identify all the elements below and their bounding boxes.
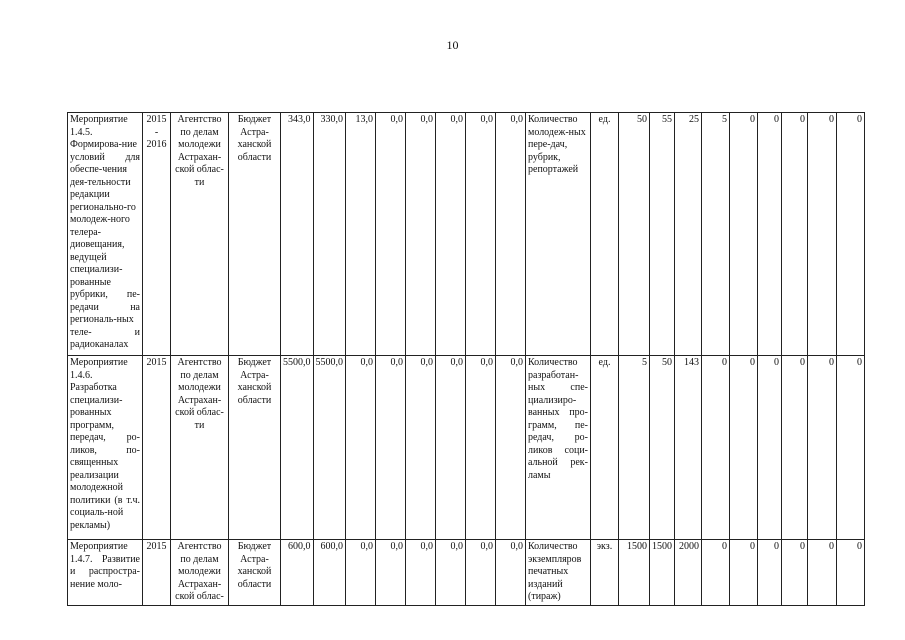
value-cell: 0,0 <box>406 356 436 540</box>
activity-cell: Мероприятие 1.4.7. Развитие и распростра-нение моло- <box>68 540 143 606</box>
indicator-value-cell: 55 <box>650 113 675 356</box>
funding-source-cell: Бюджет Астра-ханской области <box>229 540 281 606</box>
indicator-cell: Количество разработан-ных спе-циализиро-ванных про-грамм, пе-редач, ро-ликов соци-альной рек-ламы <box>526 356 591 540</box>
indicator-value-cell: 1500 <box>619 540 650 606</box>
value-cell: 0,0 <box>346 356 376 540</box>
value-cell: 0,0 <box>436 540 466 606</box>
executor-cell: Агентство по делам молодежи Астрахан-ской облас-ти <box>171 356 229 540</box>
period-cell: 2015 <box>143 540 171 606</box>
value-cell: 0,0 <box>466 540 496 606</box>
page-number: 10 <box>446 38 459 52</box>
indicator-value-cell: 0 <box>837 540 865 606</box>
funding-source-cell: Бюджет Астра-ханской области <box>229 356 281 540</box>
indicator-cell: Количество молодеж-ных пере-дач, рубрик, репортажей <box>526 113 591 356</box>
indicator-value-cell: 0 <box>730 540 758 606</box>
activity-cell: Мероприятие 1.4.5. Формирова-ние условий для обеспе-чения дея-тельности редакции регионально-го молодеж-ного телера-диовещания, ведущей специализи-рованные рубрики, пе-редачи на региональ-ных теле- и радиоканалах <box>68 113 143 356</box>
indicator-value-cell: 0 <box>782 540 808 606</box>
value-cell: 0,0 <box>466 113 496 356</box>
value-cell: 0,0 <box>496 540 526 606</box>
value-cell: 5500,0 <box>313 356 346 540</box>
indicator-value-cell: 0 <box>702 540 730 606</box>
value-cell: 0,0 <box>406 540 436 606</box>
indicator-value-cell: 50 <box>650 356 675 540</box>
value-cell: 0,0 <box>436 356 466 540</box>
value-cell: 0,0 <box>376 540 406 606</box>
value-cell: 0,0 <box>346 540 376 606</box>
indicator-value-cell: 1500 <box>650 540 675 606</box>
value-cell: 0,0 <box>406 113 436 356</box>
indicator-value-cell: 143 <box>675 356 702 540</box>
indicator-value-cell: 0 <box>758 540 782 606</box>
unit-cell: экз. <box>591 540 619 606</box>
total-cell: 343,0 <box>281 113 314 356</box>
value-cell: 13,0 <box>346 113 376 356</box>
table-row <box>68 356 865 540</box>
indicator-value-cell: 2000 <box>675 540 702 606</box>
table-row <box>68 113 865 356</box>
value-cell: 0,0 <box>376 356 406 540</box>
total-cell: 600,0 <box>281 540 314 606</box>
period-cell: 2015 - 2016 <box>143 113 171 356</box>
indicator-value-cell: 0 <box>730 356 758 540</box>
value-cell: 0,0 <box>496 113 526 356</box>
indicator-value-cell: 0 <box>730 113 758 356</box>
value-cell: 0,0 <box>496 356 526 540</box>
activity-cell: Мероприятие 1.4.6. Разработка специализи-рованных программ, передач, ро-ликов, по-священных реализации молодежной политики (в т.ч. социаль-ной рекламы) <box>68 356 143 540</box>
indicator-value-cell: 0 <box>758 356 782 540</box>
value-cell: 600,0 <box>313 540 346 606</box>
funding-source-cell: Бюджет Астра-ханской области <box>229 113 281 356</box>
indicator-value-cell: 0 <box>702 356 730 540</box>
unit-cell: ед. <box>591 113 619 356</box>
total-cell: 5500,0 <box>281 356 314 540</box>
indicator-value-cell: 0 <box>758 113 782 356</box>
indicator-value-cell: 0 <box>837 356 865 540</box>
indicator-value-cell: 50 <box>619 113 650 356</box>
value-cell: 0,0 <box>376 113 406 356</box>
indicator-value-cell: 5 <box>619 356 650 540</box>
indicator-value-cell: 0 <box>837 113 865 356</box>
indicator-value-cell: 0 <box>782 356 808 540</box>
table-row <box>68 540 865 606</box>
executor-cell: Агентство по делам молодежи Астрахан-ской облас- <box>171 540 229 606</box>
indicator-value-cell: 0 <box>808 113 837 356</box>
indicator-cell: Количество экземпляров печатных изданий (тираж) <box>526 540 591 606</box>
value-cell: 330,0 <box>313 113 346 356</box>
indicator-value-cell: 5 <box>702 113 730 356</box>
value-cell: 0,0 <box>466 356 496 540</box>
indicator-value-cell: 0 <box>808 540 837 606</box>
program-activities-table <box>67 112 865 606</box>
unit-cell: ед. <box>591 356 619 540</box>
executor-cell: Агентство по делам молодежи Астрахан-ской облас-ти <box>171 113 229 356</box>
indicator-value-cell: 0 <box>808 356 837 540</box>
indicator-value-cell: 0 <box>782 113 808 356</box>
value-cell: 0,0 <box>436 113 466 356</box>
indicator-value-cell: 25 <box>675 113 702 356</box>
period-cell: 2015 <box>143 356 171 540</box>
